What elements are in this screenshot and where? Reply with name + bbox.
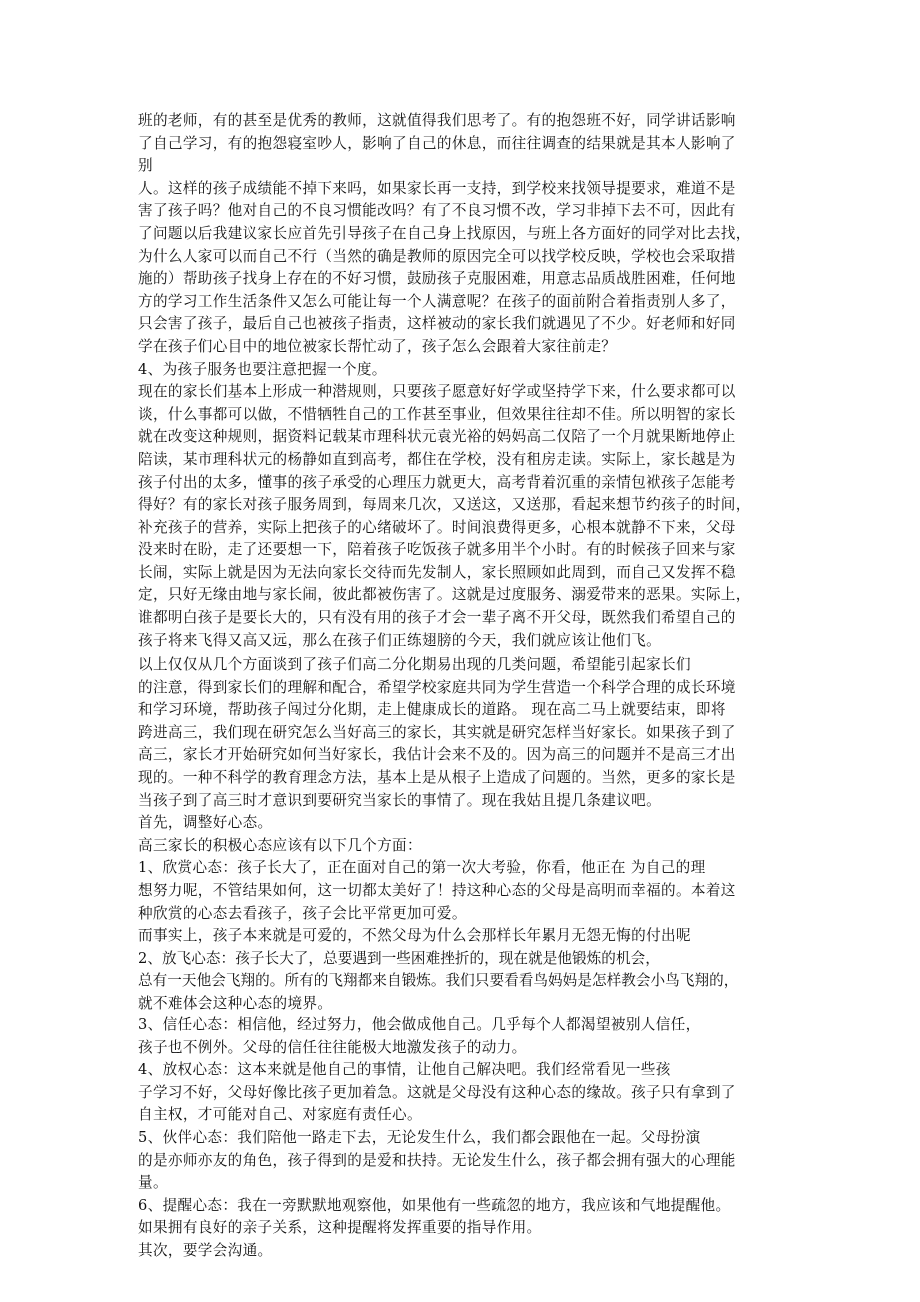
text-line: 而事实上，孩子本来就是可爱的，不然父母为什么会那样长年累月无怨无悔的付出呢 xyxy=(138,927,691,945)
text-line: 人。这样的孩子成绩能不掉下来吗，如果家长再一支持，到学校来找领导提要求，难道不是 xyxy=(138,179,736,197)
text-line: 的是亦师亦友的角色，孩子得到的是爱和扶持。无论发生什么，孩子都会拥有强大的心理能 xyxy=(138,1151,736,1169)
text-line: 现的。一种不科学的教育理念方法，基本上是从根子上造成了问题的。当然，更多的家长是 xyxy=(138,768,736,786)
paragraph-block xyxy=(138,1014,793,1263)
text-line: 就在改变这种规则，据资料记载某市理科状元袁光裕的妈妈高二仅陪了一个月就果断地停止 xyxy=(138,428,736,446)
text-line: 和学习环境，帮助孩子闯过分化期，走上健康成长的道路。 现在高二马上就要结束，即将 xyxy=(138,701,726,719)
text-line: 别 xyxy=(138,157,153,175)
text-line: 种欣赏的心态去看孩子，孩子会比平常更加可爱。 xyxy=(138,904,467,922)
text-line: 1、欣赏心态：孩子长大了，正在面对自己的第一次大考验，你看，他正在 为自己的理 xyxy=(138,859,706,877)
text-line: 定，只好无缘由地与家长闹，彼此都被伤害了。这就是过度服务、溺爱带来的恶果。实际上， xyxy=(138,586,751,604)
text-line: 学在孩子们心目中的地位被家长帮忙动了，孩子怎么会跟着大家往前走？ xyxy=(138,337,617,355)
text-line: 想努力呢，不管结果如何，这一切都太美好了！持这种心态的父母是高明而幸福的。本着这 xyxy=(138,881,736,899)
text-line: 孩子付出的太多，懂事的孩子承受的心理压力就更大，高考背着沉重的亲情包袱孩子怎能考 xyxy=(138,473,736,491)
paragraph-block xyxy=(138,110,793,652)
text-line: 谁都明白孩子是要长大的，只有没有用的孩子才会一辈子离不开父母，既然我们希望自己的 xyxy=(138,609,736,627)
text-line: 了自己学习，有的抱怨寝室吵人，影响了自己的休息，而往往调查的结果就是其本人影响了 xyxy=(138,134,736,152)
text-line: 2、放飞心态：孩子长大了，总要遇到一些困难挫折的，现在就是他锻炼的机会， xyxy=(138,949,660,967)
text-line: 3、信任心态：相信他，经过努力，他会做成他自己。几乎每个人都渴望被别人信任， xyxy=(138,1016,701,1033)
text-line: 4、放权心态：这本来就是他自己的事情，让他自己解决吧。我们经常看见一些孩 xyxy=(138,1061,671,1079)
text-line: 6、提醒心态：我在一旁默默地观察他，如果他有一些疏忽的地方，我应该和气地提醒他。 xyxy=(138,1196,731,1214)
text-line: 首先，调整好心态。 xyxy=(138,814,273,832)
text-line: 没来时在盼，走了还要想一下，陪着孩子吃饭孩子就多用半个小时。有的时候孩子回来与家 xyxy=(138,541,736,559)
text-line: 长闹，实际上就是因为无法向家长交待而先发制人，家长照顾如此周到，而自己又发挥不稳 xyxy=(138,563,736,581)
text-line: 跨进高三，我们现在研究怎么当好高三的家长，其实就是研究怎样当好家长。如果孩子到了 xyxy=(138,723,736,741)
text-line: 总有一天他会飞翔的。所有的飞翔都来自锻炼。我们只要看看鸟妈妈是怎样教会小鸟飞翔的， xyxy=(138,972,739,990)
text-line: 高三，家长才开始研究如何当好家长，我估计会来不及的。因为高三的问题并不是高三才出 xyxy=(138,746,736,764)
text-line: 自主权，才可能对自己、对家庭有责任心。 xyxy=(138,1106,422,1124)
text-line: 就不难体会这种心态的境界。 xyxy=(138,994,333,1012)
text-line: 得好？有的家长对孩子服务周到，每周来几次，又送这，又送那，看起来想节约孩子的时间， xyxy=(138,496,751,514)
text-line: 了问题以后我建议家长应首先引导孩子在自己身上找原因，与班上各方面好的同学对比去找， xyxy=(138,224,751,242)
paragraph-block xyxy=(138,654,793,1016)
text-line: 为什么人家可以而自己不行（当然的确是教师的原因完全可以找学校反映，学校也会采取措 xyxy=(138,247,736,265)
text-line: 以上仅仅从几个方面谈到了孩子们高二分化期易出现的几类问题，希望能引起家长们 xyxy=(138,656,691,673)
text-line: 高三家长的积极心态应该有以下几个方面： xyxy=(138,836,422,854)
text-line: 只会害了孩子，最后自己也被孩子指责，这样被动的家长我们就遇见了不少。好老师和好同 xyxy=(138,315,736,333)
text-line: 量。 xyxy=(138,1174,168,1192)
text-line: 陪读，某市理科状元的杨静如直到高考，都住在学校，没有租房走读。实际上，家长越是为 xyxy=(138,450,736,468)
text-line: 方的学习工作生活条件又怎么可能让每一个人满意呢？在孩子的面前附合着指责别人多了， xyxy=(138,292,736,310)
text-line: 害了孩子吗？他对自己的不良习惯能改吗？有了不良习惯不改，学习非掉下去不可，因此有 xyxy=(138,202,736,220)
text-line: 的注意，得到家长们的理解和配合，希望学校家庭共同为学生营造一个科学合理的成长环境 xyxy=(138,678,736,696)
text-line: 施的）帮助孩子找身上存在的不好习惯，鼓励孩子克服困难，用意志品质战胜困难，任何地 xyxy=(138,270,736,288)
text-line: 孩子将来飞得又高又远，那么在孩子们正练翅膀的今天，我们就应该让他们飞。 xyxy=(138,631,662,649)
text-line: 4、为孩子服务也要注意把握一个度。 xyxy=(138,360,387,378)
text-line: 谈，什么事都可以做，不惜牺牲自己的工作甚至事业，但效果往往却不佳。所以明智的家长 xyxy=(138,405,736,423)
text-line: 补充孩子的营养，实际上把孩子的心绪破坏了。时间浪费得更多，心根本就静不下来，父母 xyxy=(138,518,736,536)
text-line: 当孩子到了高三时才意识到要研究当家长的事情了。现在我姑且提几条建议吧。 xyxy=(138,791,662,809)
text-line: 子学习不好，父母好像比孩子更加着急。这就是父母没有这种心态的缘故。孩子只有拿到了 xyxy=(138,1083,736,1101)
text-line: 现在的家长们基本上形成一种潜规则，只要孩子愿意好好学或坚持学下来，什么要求都可以 xyxy=(138,383,736,401)
text-line: 班的老师，有的甚至是优秀的教师，这就值得我们思考了。有的抱怨班不好，同学讲话影响 xyxy=(138,112,736,129)
text-line: 孩子也不例外。父母的信任往往能极大地激发孩子的动力。 xyxy=(138,1038,527,1056)
text-line: 5、伙伴心态：我们陪他一路走下去，无论发生什么，我们都会跟他在一起。父母扮演 xyxy=(138,1128,701,1146)
text-line: 如果拥有良好的亲子关系，这种提醒将发挥重要的指导作用。 xyxy=(138,1219,542,1237)
text-line: 其次，要学会沟通。 xyxy=(138,1241,273,1259)
